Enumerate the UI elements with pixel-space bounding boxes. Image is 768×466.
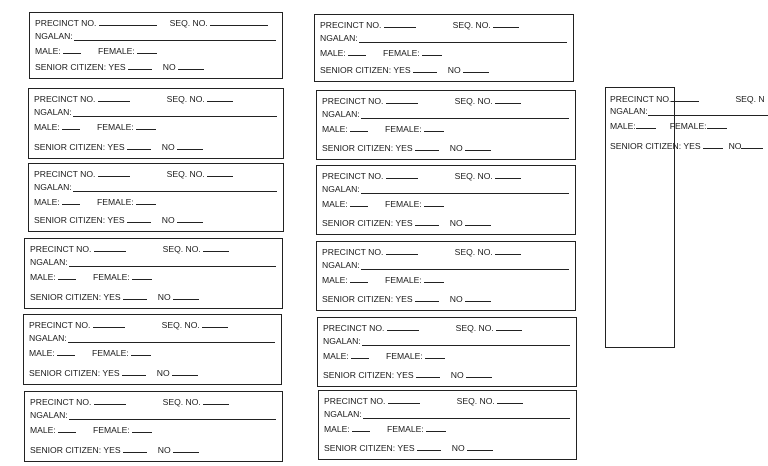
voter-slip-card bbox=[318, 390, 577, 460]
name-line bbox=[35, 32, 73, 41]
side-precinct-blank[interactable] bbox=[671, 94, 699, 102]
seq-label: SEQ. NO. bbox=[454, 247, 493, 257]
seq-blank[interactable] bbox=[207, 94, 233, 102]
senior-label: SENIOR CITIZEN: YES bbox=[320, 65, 411, 75]
precinct-label: PRECINCT NO. bbox=[30, 397, 92, 407]
female-blank[interactable] bbox=[137, 46, 157, 54]
female-blank[interactable] bbox=[131, 348, 151, 356]
senior-label: SENIOR CITIZEN: YES bbox=[34, 142, 125, 152]
name-label: NGALAN: bbox=[324, 409, 362, 419]
senior-no-blank[interactable] bbox=[465, 294, 491, 302]
voter-slip-card bbox=[24, 238, 283, 309]
seq-label: SEQ. NO. bbox=[454, 96, 493, 106]
male-label: MALE: bbox=[34, 122, 60, 132]
male-blank[interactable] bbox=[350, 124, 368, 132]
sex-line bbox=[34, 122, 156, 132]
no-label: NO bbox=[449, 143, 463, 153]
sex-line bbox=[324, 424, 446, 434]
name-blank[interactable] bbox=[361, 269, 569, 270]
voter-slip-card bbox=[28, 88, 284, 159]
senior-yes-blank[interactable] bbox=[415, 294, 439, 302]
senior-label: SENIOR CITIZEN: YES bbox=[322, 294, 413, 304]
seq-label: SEQ. NO. bbox=[456, 396, 495, 406]
precinct-seq-line bbox=[323, 323, 522, 333]
senior-no-blank[interactable] bbox=[463, 65, 489, 73]
precinct-blank[interactable] bbox=[99, 18, 157, 26]
name-line bbox=[34, 183, 72, 192]
female-blank[interactable] bbox=[132, 425, 152, 433]
senior-yes-blank[interactable] bbox=[127, 142, 151, 150]
senior-line bbox=[322, 294, 491, 304]
senior-no-blank[interactable] bbox=[173, 445, 199, 453]
senior-line bbox=[34, 142, 203, 152]
senior-no-blank[interactable] bbox=[467, 443, 493, 451]
senior-no-blank[interactable] bbox=[465, 143, 491, 151]
precinct-blank[interactable] bbox=[386, 247, 418, 255]
name-label: NGALAN: bbox=[34, 107, 72, 117]
sex-line bbox=[322, 124, 444, 134]
senior-no-blank[interactable] bbox=[465, 218, 491, 226]
precinct-label: PRECINCT NO. bbox=[324, 396, 386, 406]
senior-label: SENIOR CITIZEN: YES bbox=[34, 215, 125, 225]
name-blank[interactable] bbox=[73, 116, 277, 117]
side-name-label: NGALAN: bbox=[610, 106, 648, 116]
precinct-label: PRECINCT NO. bbox=[322, 96, 384, 106]
seq-blank[interactable] bbox=[493, 20, 519, 28]
voter-slip-card bbox=[314, 14, 574, 82]
sex-line bbox=[29, 348, 151, 358]
female-label: FEMALE: bbox=[92, 272, 130, 282]
male-blank[interactable] bbox=[350, 199, 368, 207]
seq-blank[interactable] bbox=[203, 397, 229, 405]
female-blank[interactable] bbox=[136, 197, 156, 205]
sex-line bbox=[320, 48, 442, 58]
side-name-blank[interactable] bbox=[648, 115, 768, 116]
sex-line bbox=[30, 425, 152, 435]
seq-label: SEQ. NO. bbox=[162, 244, 201, 254]
name-label: NGALAN: bbox=[34, 182, 72, 192]
precinct-label: PRECINCT NO. bbox=[30, 244, 92, 254]
no-label: NO bbox=[449, 294, 463, 304]
seq-label: SEQ. NO. bbox=[169, 18, 208, 28]
precinct-label: PRECINCT NO. bbox=[29, 320, 91, 330]
name-line bbox=[322, 110, 360, 119]
male-blank[interactable] bbox=[62, 197, 80, 205]
voter-slip-card bbox=[28, 163, 284, 232]
female-label: FEMALE: bbox=[97, 46, 135, 56]
female-label: FEMALE: bbox=[384, 199, 422, 209]
precinct-seq-line bbox=[30, 244, 229, 254]
female-label: FEMALE: bbox=[386, 424, 424, 434]
male-blank[interactable] bbox=[58, 272, 76, 280]
no-label: NO bbox=[447, 65, 461, 75]
precinct-seq-line bbox=[322, 247, 521, 257]
sex-line bbox=[30, 272, 152, 282]
senior-yes-blank[interactable] bbox=[413, 65, 437, 73]
name-line bbox=[34, 108, 72, 117]
senior-line bbox=[34, 215, 203, 225]
precinct-seq-line bbox=[322, 171, 521, 181]
name-line bbox=[320, 34, 358, 43]
voter-slip-card bbox=[29, 12, 283, 79]
seq-label: SEQ. NO. bbox=[166, 94, 205, 104]
female-blank[interactable] bbox=[132, 272, 152, 280]
female-blank[interactable] bbox=[422, 48, 442, 56]
precinct-seq-line bbox=[35, 18, 268, 28]
precinct-blank[interactable] bbox=[94, 244, 126, 252]
name-label: NGALAN: bbox=[323, 336, 361, 346]
female-label: FEMALE: bbox=[92, 425, 130, 435]
male-label: MALE: bbox=[29, 348, 55, 358]
male-label: MALE: bbox=[322, 275, 348, 285]
senior-line bbox=[322, 218, 491, 228]
seq-label: SEQ. NO. bbox=[166, 169, 205, 179]
name-blank[interactable] bbox=[362, 345, 570, 346]
senior-line bbox=[324, 443, 493, 453]
voter-slip-card bbox=[316, 165, 576, 235]
voter-slip-card bbox=[24, 391, 283, 462]
side-senior-line bbox=[610, 141, 763, 151]
senior-line bbox=[322, 143, 491, 153]
name-label: NGALAN: bbox=[35, 31, 73, 41]
precinct-seq-line bbox=[320, 20, 519, 30]
name-label: NGALAN: bbox=[322, 184, 360, 194]
seq-blank[interactable] bbox=[210, 18, 268, 26]
side-seq-label: SEQ. N bbox=[735, 94, 765, 104]
seq-blank[interactable] bbox=[497, 396, 523, 404]
side-precinct-label: PRECINCT NO. bbox=[610, 94, 672, 104]
seq-label: SEQ. NO. bbox=[455, 323, 494, 333]
senior-yes-blank[interactable] bbox=[416, 370, 440, 378]
name-blank[interactable] bbox=[361, 193, 569, 194]
female-label: FEMALE: bbox=[385, 351, 423, 361]
voter-slip-card bbox=[23, 314, 282, 385]
male-blank[interactable] bbox=[352, 424, 370, 432]
senior-no-blank[interactable] bbox=[177, 215, 203, 223]
name-label: NGALAN: bbox=[29, 333, 67, 343]
seq-blank[interactable] bbox=[207, 169, 233, 177]
female-label: FEMALE: bbox=[96, 122, 134, 132]
no-label: NO bbox=[451, 443, 465, 453]
precinct-label: PRECINCT NO. bbox=[322, 171, 384, 181]
voter-slip-card bbox=[317, 317, 577, 387]
sex-line bbox=[34, 197, 156, 207]
senior-no-blank[interactable] bbox=[172, 368, 198, 376]
male-blank[interactable] bbox=[350, 275, 368, 283]
precinct-blank[interactable] bbox=[98, 169, 130, 177]
female-label: FEMALE: bbox=[382, 48, 420, 58]
senior-label: SENIOR CITIZEN: YES bbox=[35, 62, 126, 72]
senior-no-blank[interactable] bbox=[173, 292, 199, 300]
no-label: NO bbox=[161, 142, 175, 152]
name-blank[interactable] bbox=[361, 118, 569, 119]
side-female-blank[interactable] bbox=[707, 121, 727, 129]
senior-line bbox=[30, 445, 199, 455]
senior-yes-blank[interactable] bbox=[417, 443, 441, 451]
name-blank[interactable] bbox=[74, 40, 276, 41]
senior-line bbox=[323, 370, 492, 380]
side-precinct-line bbox=[610, 94, 765, 104]
male-label: MALE: bbox=[323, 351, 349, 361]
senior-yes-blank[interactable] bbox=[123, 445, 147, 453]
name-line bbox=[323, 337, 361, 346]
name-line bbox=[322, 261, 360, 270]
senior-yes-blank[interactable] bbox=[415, 218, 439, 226]
name-blank[interactable] bbox=[363, 418, 570, 419]
no-label: NO bbox=[157, 292, 171, 302]
senior-no-blank[interactable] bbox=[177, 142, 203, 150]
precinct-seq-line bbox=[322, 96, 521, 106]
male-blank[interactable] bbox=[351, 351, 369, 359]
seq-blank[interactable] bbox=[202, 320, 228, 328]
name-blank[interactable] bbox=[68, 342, 275, 343]
seq-blank[interactable] bbox=[496, 323, 522, 331]
female-label: FEMALE: bbox=[91, 348, 129, 358]
senior-line bbox=[29, 368, 198, 378]
senior-label: SENIOR CITIZEN: YES bbox=[30, 445, 121, 455]
side-female-label: FEMALE: bbox=[669, 121, 707, 131]
male-blank[interactable] bbox=[57, 348, 75, 356]
senior-no-blank[interactable] bbox=[466, 370, 492, 378]
precinct-label: PRECINCT NO. bbox=[34, 169, 96, 179]
female-blank[interactable] bbox=[424, 124, 444, 132]
precinct-blank[interactable] bbox=[94, 397, 126, 405]
name-line bbox=[322, 185, 360, 194]
side-no-blank[interactable] bbox=[741, 141, 763, 149]
female-label: FEMALE: bbox=[384, 275, 422, 285]
side-male-blank[interactable] bbox=[636, 121, 656, 129]
senior-line bbox=[320, 65, 489, 75]
senior-no-blank[interactable] bbox=[178, 62, 204, 70]
male-blank[interactable] bbox=[58, 425, 76, 433]
female-blank[interactable] bbox=[426, 424, 446, 432]
female-blank[interactable] bbox=[424, 199, 444, 207]
female-label: FEMALE: bbox=[384, 124, 422, 134]
name-line bbox=[324, 410, 362, 419]
seq-blank[interactable] bbox=[495, 96, 521, 104]
voter-slip-card bbox=[316, 241, 576, 311]
precinct-blank[interactable] bbox=[98, 94, 130, 102]
senior-label: SENIOR CITIZEN: YES bbox=[29, 368, 120, 378]
name-line bbox=[30, 258, 68, 267]
male-blank[interactable] bbox=[63, 46, 81, 54]
precinct-label: PRECINCT NO. bbox=[323, 323, 385, 333]
male-label: MALE: bbox=[320, 48, 346, 58]
no-label: NO bbox=[156, 368, 170, 378]
name-label: NGALAN: bbox=[30, 410, 68, 420]
senior-yes-blank[interactable] bbox=[127, 215, 151, 223]
no-label: NO bbox=[449, 218, 463, 228]
seq-label: SEQ. NO. bbox=[454, 171, 493, 181]
male-label: MALE: bbox=[35, 46, 61, 56]
seq-label: SEQ. NO. bbox=[161, 320, 200, 330]
senior-label: SENIOR CITIZEN: YES bbox=[322, 218, 413, 228]
sex-line bbox=[35, 46, 157, 56]
name-blank[interactable] bbox=[73, 191, 277, 192]
precinct-seq-line bbox=[30, 397, 229, 407]
male-label: MALE: bbox=[324, 424, 350, 434]
seq-blank[interactable] bbox=[203, 244, 229, 252]
male-blank[interactable] bbox=[62, 122, 80, 130]
side-no-label: NO bbox=[728, 141, 742, 151]
female-blank[interactable] bbox=[136, 122, 156, 130]
no-label: NO bbox=[162, 62, 176, 72]
sex-line bbox=[322, 199, 444, 209]
side-sex-line bbox=[610, 121, 727, 131]
senior-yes-blank[interactable] bbox=[415, 143, 439, 151]
name-label: NGALAN: bbox=[320, 33, 358, 43]
female-blank[interactable] bbox=[424, 275, 444, 283]
no-label: NO bbox=[161, 215, 175, 225]
senior-label: SENIOR CITIZEN: YES bbox=[324, 443, 415, 453]
voter-slip-card bbox=[316, 90, 576, 160]
name-blank[interactable] bbox=[69, 266, 276, 267]
name-blank[interactable] bbox=[69, 419, 276, 420]
male-label: MALE: bbox=[34, 197, 60, 207]
senior-yes-blank[interactable] bbox=[128, 62, 152, 70]
senior-label: SENIOR CITIZEN: YES bbox=[323, 370, 414, 380]
sex-line bbox=[322, 275, 444, 285]
precinct-seq-line bbox=[34, 94, 233, 104]
precinct-label: PRECINCT NO. bbox=[320, 20, 382, 30]
senior-line bbox=[35, 62, 204, 72]
seq-label: SEQ. NO. bbox=[452, 20, 491, 30]
male-label: MALE: bbox=[30, 272, 56, 282]
precinct-label: PRECINCT NO. bbox=[322, 247, 384, 257]
name-label: NGALAN: bbox=[30, 257, 68, 267]
precinct-blank[interactable] bbox=[384, 20, 416, 28]
male-label: MALE: bbox=[30, 425, 56, 435]
name-line bbox=[30, 411, 68, 420]
side-yes-blank[interactable] bbox=[703, 141, 723, 149]
senior-yes-blank[interactable] bbox=[123, 292, 147, 300]
precinct-seq-line bbox=[324, 396, 523, 406]
precinct-blank[interactable] bbox=[388, 396, 420, 404]
precinct-seq-line bbox=[29, 320, 228, 330]
no-label: NO bbox=[450, 370, 464, 380]
senior-label: SENIOR CITIZEN: YES bbox=[322, 143, 413, 153]
sex-line bbox=[323, 351, 445, 361]
female-blank[interactable] bbox=[425, 351, 445, 359]
name-blank[interactable] bbox=[359, 42, 567, 43]
precinct-blank[interactable] bbox=[386, 96, 418, 104]
precinct-blank[interactable] bbox=[386, 171, 418, 179]
side-senior-label: SENIOR CITIZEN: YES bbox=[610, 141, 701, 151]
male-label: MALE: bbox=[322, 124, 348, 134]
name-line bbox=[29, 334, 67, 343]
male-blank[interactable] bbox=[348, 48, 366, 56]
precinct-label: PRECINCT NO. bbox=[34, 94, 96, 104]
precinct-seq-line bbox=[34, 169, 233, 179]
senior-label: SENIOR CITIZEN: YES bbox=[30, 292, 121, 302]
name-label: NGALAN: bbox=[322, 109, 360, 119]
female-label: FEMALE: bbox=[96, 197, 134, 207]
seq-label: SEQ. NO. bbox=[162, 397, 201, 407]
precinct-label: PRECINCT NO. bbox=[35, 18, 97, 28]
precinct-blank[interactable] bbox=[93, 320, 125, 328]
male-label: MALE: bbox=[322, 199, 348, 209]
seq-blank[interactable] bbox=[495, 247, 521, 255]
precinct-blank[interactable] bbox=[387, 323, 419, 331]
side-male-label: MALE: bbox=[610, 121, 636, 131]
no-label: NO bbox=[157, 445, 171, 455]
senior-yes-blank[interactable] bbox=[122, 368, 146, 376]
seq-blank[interactable] bbox=[495, 171, 521, 179]
name-label: NGALAN: bbox=[322, 260, 360, 270]
senior-line bbox=[30, 292, 199, 302]
